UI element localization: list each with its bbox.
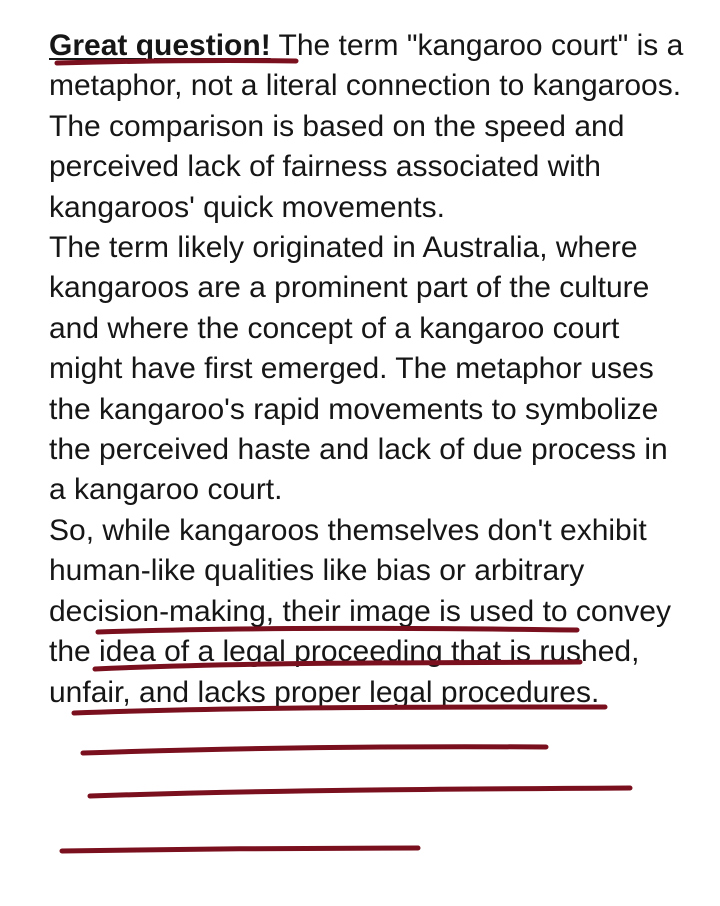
underline-mark-line-4 — [83, 747, 546, 753]
paragraph-1-text: The term "kangaroo court" is a metaphor, not a literal connection to kangaroos. The comparison is based on the speed and perceived lack of fairness associated with kangaroos' quick movements. — [49, 29, 684, 224]
underline-mark-line-5 — [90, 788, 630, 796]
underline-mark-line-6 — [62, 848, 418, 851]
document-body — [49, 26, 689, 713]
paragraph-3: So, while kangaroos themselves don't exhibit human-like qualities like bias or arbitrary decision-making, their image is used to convey the idea of a legal proceeding that is rushed, unfair, and lacks proper legal procedures. — [49, 513, 671, 709]
paragraph-2: The term likely originated in Australia, where kangaroos are a prominent part of the culture and where the concept of a kangaroo court might have first emerged. The metaphor uses the kangaroo's rapid movements to symbolize the perceived haste and lack of due process in a kangaroo court. — [49, 231, 668, 507]
paragraph-1 — [49, 26, 689, 228]
lead-phrase: Great question! — [49, 29, 271, 62]
